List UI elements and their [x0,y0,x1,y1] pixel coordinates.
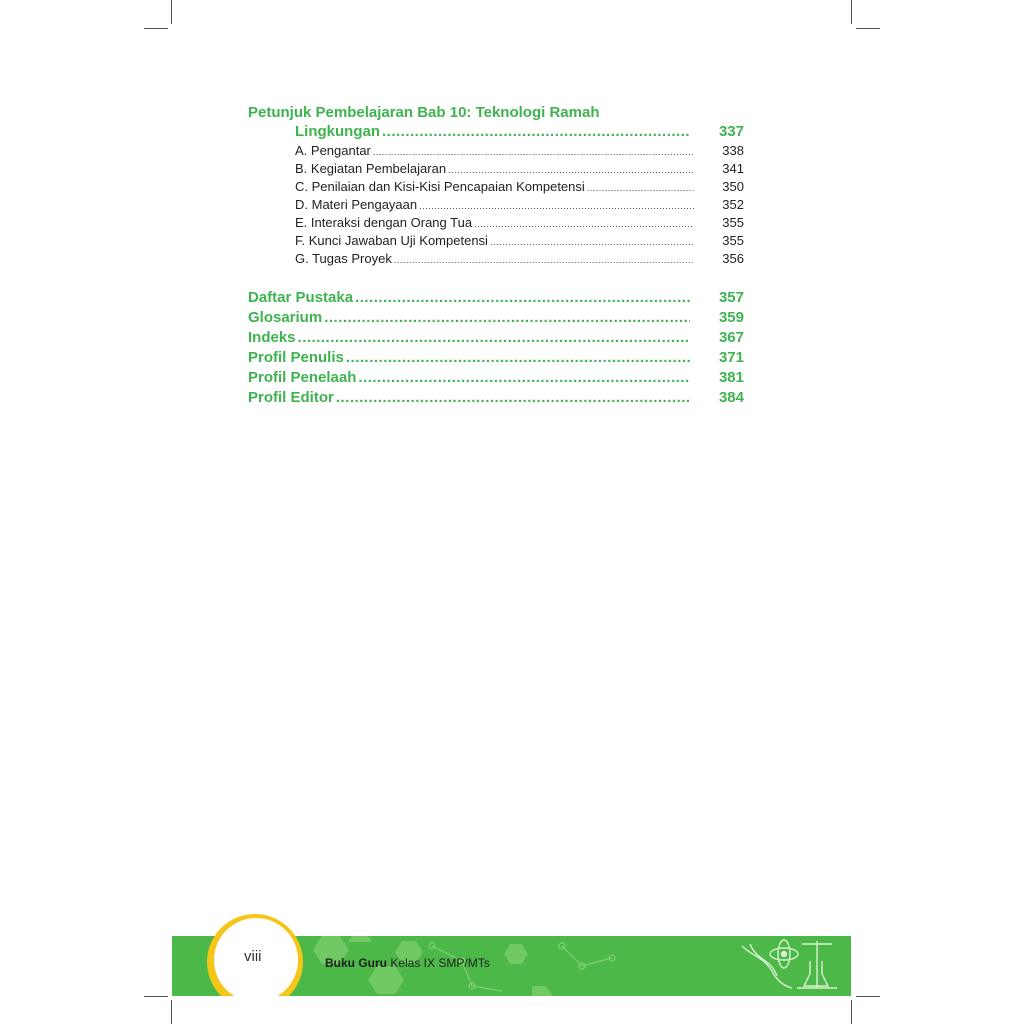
toc-entry-profil-penelaah[interactable] [248,369,744,386]
toc-entry-label: Profil Penelaah [248,369,357,386]
toc-entry-page: 367 [718,329,744,346]
book-title-rest: Kelas IX SMP/MTs [387,956,490,970]
book-title [325,956,490,970]
toc-subentry-page: 356 [722,251,744,266]
page-bottom-margin [150,996,874,1024]
dot-leader [448,165,694,175]
toc-subentry[interactable] [295,143,744,158]
dot-leader [587,183,694,193]
toc-subentry-page: 352 [722,197,744,212]
toc-entry-label: Profil Editor [248,389,334,406]
toc-subentry-label: E. Interaksi dengan Orang Tua [295,215,473,230]
toc-entry-profil-editor[interactable] [248,389,744,406]
toc-subentry[interactable] [295,161,744,176]
dot-leader [346,349,690,366]
dot-leader [324,309,690,326]
dot-leader [419,201,694,211]
toc-entry-indeks[interactable] [248,329,744,346]
dot-leader [355,289,690,306]
crop-mark [144,996,168,997]
toc-subentry[interactable] [295,233,744,248]
dot-leader [373,147,694,157]
toc-subentry[interactable] [295,197,744,212]
crop-mark [856,996,880,997]
toc-subentry[interactable] [295,215,744,230]
dot-leader [474,219,694,229]
toc-entry-page: 371 [718,349,744,366]
toc-entry-page: 381 [718,369,744,386]
crop-mark [851,0,852,24]
toc-entry-page: 337 [718,123,744,140]
crop-mark [144,28,168,29]
toc-entry-page: 359 [718,309,744,326]
toc-subentry-page: 355 [722,233,744,248]
toc-subentry-label: G. Tugas Proyek [295,251,392,266]
toc-entry-label: Profil Penulis [248,349,344,366]
toc-entry-chapter[interactable] [295,123,744,140]
toc-subentry[interactable] [295,179,744,194]
toc-entry-label: Daftar Pustaka [248,289,354,306]
toc-subentry-page: 341 [722,161,744,176]
toc-subentry-label: A. Pengantar [295,143,371,158]
toc-entry-label: Lingkungan [295,123,380,140]
toc-subentry[interactable] [295,251,744,266]
dot-leader [490,237,694,247]
book-title-bold: Buku Guru [325,956,387,970]
toc-subentry-label: F. Kunci Jawaban Uji Kompetensi [295,233,488,248]
dot-leader [358,369,690,386]
toc-subentry-label: B. Kegiatan Pembelajaran [295,161,447,176]
dot-leader [394,255,694,265]
crop-mark [171,0,172,24]
toc-entry-label: Glosarium [248,309,323,326]
toc-subentry-page: 338 [722,143,744,158]
toc-entry-glosarium[interactable] [248,309,744,326]
dot-leader [382,123,690,140]
dot-leader [298,329,690,346]
chapter-title: Petunjuk Pembelajaran Bab 10: Teknologi Ramah [248,104,600,121]
page-number: viii [244,948,262,965]
toc-entry-daftar-pustaka[interactable] [248,289,744,306]
toc-subentry-label: D. Materi Pengayaan [295,197,418,212]
toc-entry-profil-penulis[interactable] [248,349,744,366]
toc-entry-page: 384 [718,389,744,406]
toc-subentry-label: C. Penilaian dan Kisi-Kisi Pencapaian Kompetensi [295,179,585,194]
dot-leader [336,389,690,406]
crop-mark [171,1000,172,1024]
toc-subentry-page: 350 [722,179,744,194]
crop-mark [856,28,880,29]
crop-mark [851,1000,852,1024]
toc-entry-page: 357 [718,289,744,306]
toc-entry-label: Indeks [248,329,296,346]
toc-subentry-page: 355 [722,215,744,230]
